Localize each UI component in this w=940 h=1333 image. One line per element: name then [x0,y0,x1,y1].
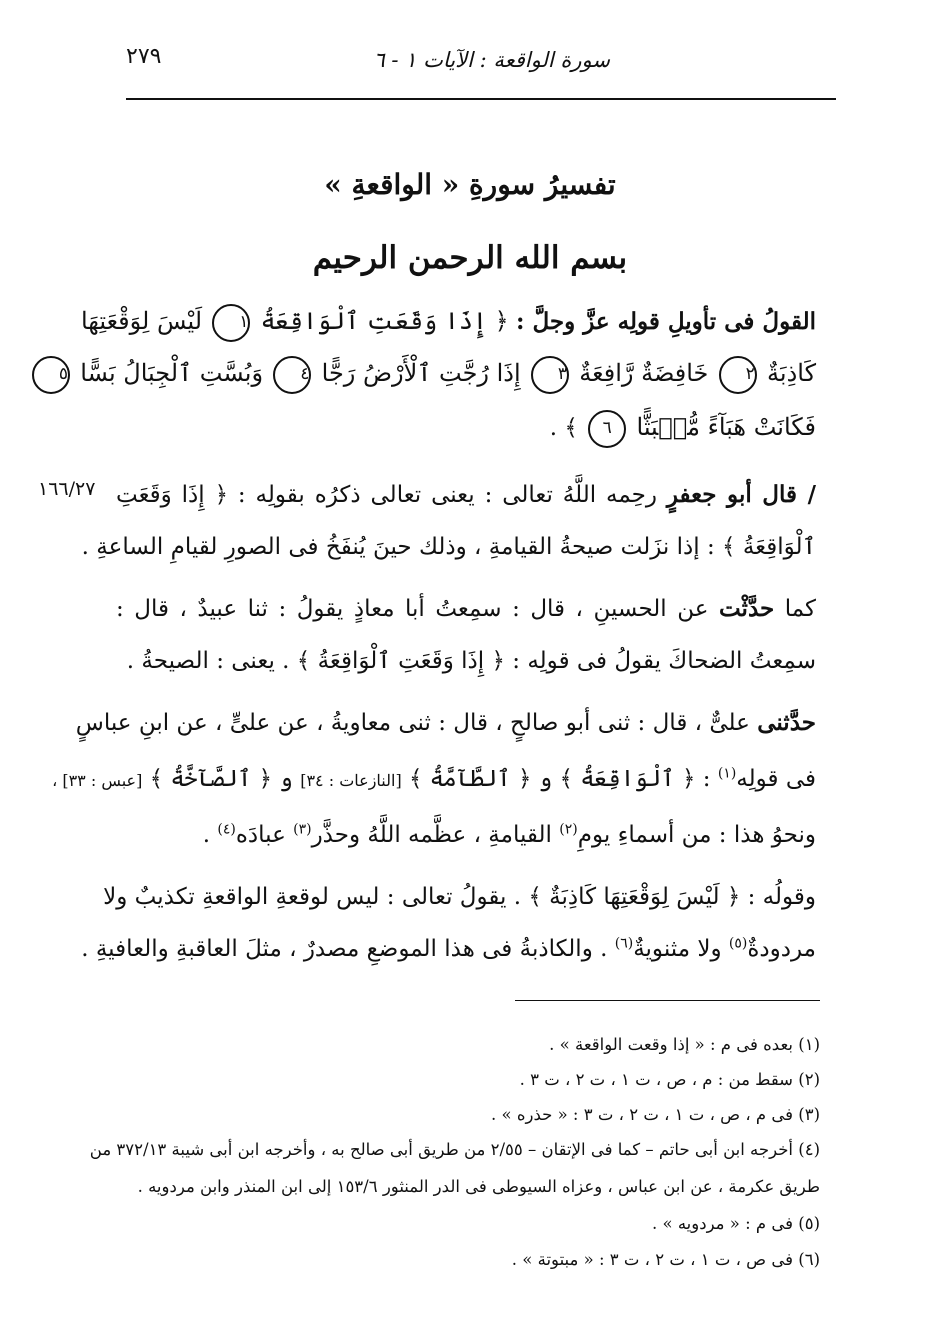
text: فى قولِه [736,766,816,792]
text: : ﴿ ٱلْوَاقِعَةُ ﴾ و ﴿ ٱلطَّآمَّةُ ﴾ [409,766,711,792]
verse-text: فَكَانَتْ هَبَآءً مُّنۢبَثًّا [636,413,816,441]
paragraph-3-line-3 [116,818,816,852]
narration-keyword: حدَّثنى [757,709,816,736]
text: علىٌّ ، قال : ثنى أبو صالحٍ ، قال : ثنى معاويةُ ، عن علىٍّ ، عن ابنِ عباسٍ [75,710,750,736]
footnote-marker: (٤) [217,821,236,838]
paragraph-3-line-2 [52,762,816,798]
verse-close: ﴾ . [549,415,578,441]
footnote: (١) بعده فى م : « إذا وقعت الواقعة » . [549,1035,820,1054]
ayah-number-marker: ٣ [531,356,569,394]
surah-title: تفسيرُ سورةِ « الواقعةِ » [324,168,616,201]
verse-reference: [النازعات : ٣٤] [300,771,402,790]
verses-intro: القولُ فى تأويلِ قولِه عزَّ وجلَّ : [515,308,816,335]
verses-line-2 [58,356,816,394]
margin-reference: ١٦٦/٢٧ [38,478,96,500]
ayah-number-marker: ٢ [719,356,757,394]
text: ولا مثنويةٌ [633,936,722,962]
ayah-number-marker: ١ [212,304,250,342]
narration-keyword: حدَّثْت [718,595,775,622]
footnote-marker: (٢) [559,821,578,838]
verse-text: إِذَا رُجَّتِ ٱلْأَرْضُ رَجًّا [321,359,521,387]
footnote-marker: (٥) [728,935,748,952]
footnote: (٥) فى م : « مردويه » . [651,1214,820,1233]
text: . والكاذبةُ فى هذا الموضعِ مصدرٌ ، مثلَ العاقبةِ والعافيةِ . [81,936,608,962]
page-number: ٢٧٩ [126,44,162,69]
text: عبادَه [235,822,286,848]
paragraph-4-line-1: وقولُه : ﴿ لَيْسَ لِوَقْعَتِهَا كَاذِبَةٌ ﴾ . يقولُ تعالى : ليس لوقعةِ الواقعةِ تكذيبٌ ولا [103,884,816,910]
verse-text: كَاذِبَةٌ [767,359,816,387]
footnote: (٦) فى ص ، ت ١ ، ت ٢ ، ت ٣ : « مبتوتة » . [511,1250,820,1269]
page-header [120,40,820,80]
footnote-marker: (١) [717,765,737,782]
author-name: / قال أبو جعفرٍ [666,481,817,508]
paragraph-1-line-1 [116,478,816,512]
ayah-number-marker: ٤ [273,356,311,394]
verses-line-1 [80,304,816,342]
verse-text: خَافِضَةٌ رَّافِعَةٌ [579,359,709,387]
verse-text: لَيْسَ لِوَقْعَتِهَا [80,307,203,335]
footnote-marker: (٣) [293,821,312,838]
paragraph-2-line-1 [116,592,816,626]
running-title: سورة الواقعة : الآيات ١ - ٦ [373,48,610,72]
verse-text: وَبُسَّتِ ٱلْجِبَالُ بَسًّا [80,359,264,387]
text: عن الحسينِ ، قال : سمِعتُ أبا معاذٍ يقولُ : ثنا عبيدٌ ، قال : [116,596,709,622]
paragraph-4-line-2 [81,932,816,966]
ayah-number-marker: ٦ [588,410,626,448]
ayah-number-marker: ٥ [32,356,70,394]
footnote-separator [515,1000,820,1001]
verse-reference: [عبس : ٣٣] ، [52,771,143,790]
verses-line-3 [116,410,816,448]
footnote-continuation: طريق عكرمة ، عن ابن عباس ، وعزاه السيوطى فى الدر المنثور ١٥٣/٦ إلى ابن المنذر وابن مردويه . [137,1177,820,1196]
text: رحِمه اللَّهُ تعالى : يعنى تعالى ذكرُه بقولِه : ﴿ إِذَا وَقَعَتِ [116,482,657,508]
text: مردودةٌ [747,936,816,962]
footnote: (٢) سقط من : م ، ص ، ت ١ ، ت ٢ ، ت ٣ . [519,1070,820,1089]
text: ونحوُ هذا : من أسماءِ يومِ [577,822,816,848]
text: و ﴿ ٱلصَّآخَّةُ ﴾ [149,766,293,792]
text: . [202,822,211,848]
header-rule [126,98,836,100]
paragraph-2-line-2: سمِعتُ الضحاكَ يقولُ فى قولِه : ﴿ إِذَا وَقَعَتِ ٱلْوَاقِعَةُ ﴾ . يعنى : الصيحةُ . [126,648,816,674]
paragraph-1-line-2: ٱلْوَاقِعَةُ ﴾ : إذا نزَلت صيحةُ القيامةِ ، وذلك حينَ يُنفَخُ فى الصورِ لقيامِ الساعةِ . [81,534,816,560]
paragraph-3-line-1 [75,706,816,740]
text: القيامةِ ، عظَّمه اللَّهُ وحذَّر [311,822,552,848]
footnote: (٤) أخرجه ابن أبى حاتم – كما فى الإتقان – ٢/٥٥ من طريق أبى صالح به ، وأخرجه ابن أبى شيبة ٣٧٢/١٣ من [89,1140,820,1159]
footnote-marker: (٦) [614,935,634,952]
basmala: بسم الله الرحمن الرحيم [312,240,628,276]
text: كما [784,596,817,622]
footnote: (٣) فى م ، ص ، ت ١ ، ت ٢ ، ت ٣ : « حذره » . [491,1105,820,1124]
verse-text: ﴿ إِذَا وَقَعَتِ ٱلْوَاقِعَةُ [260,307,509,335]
